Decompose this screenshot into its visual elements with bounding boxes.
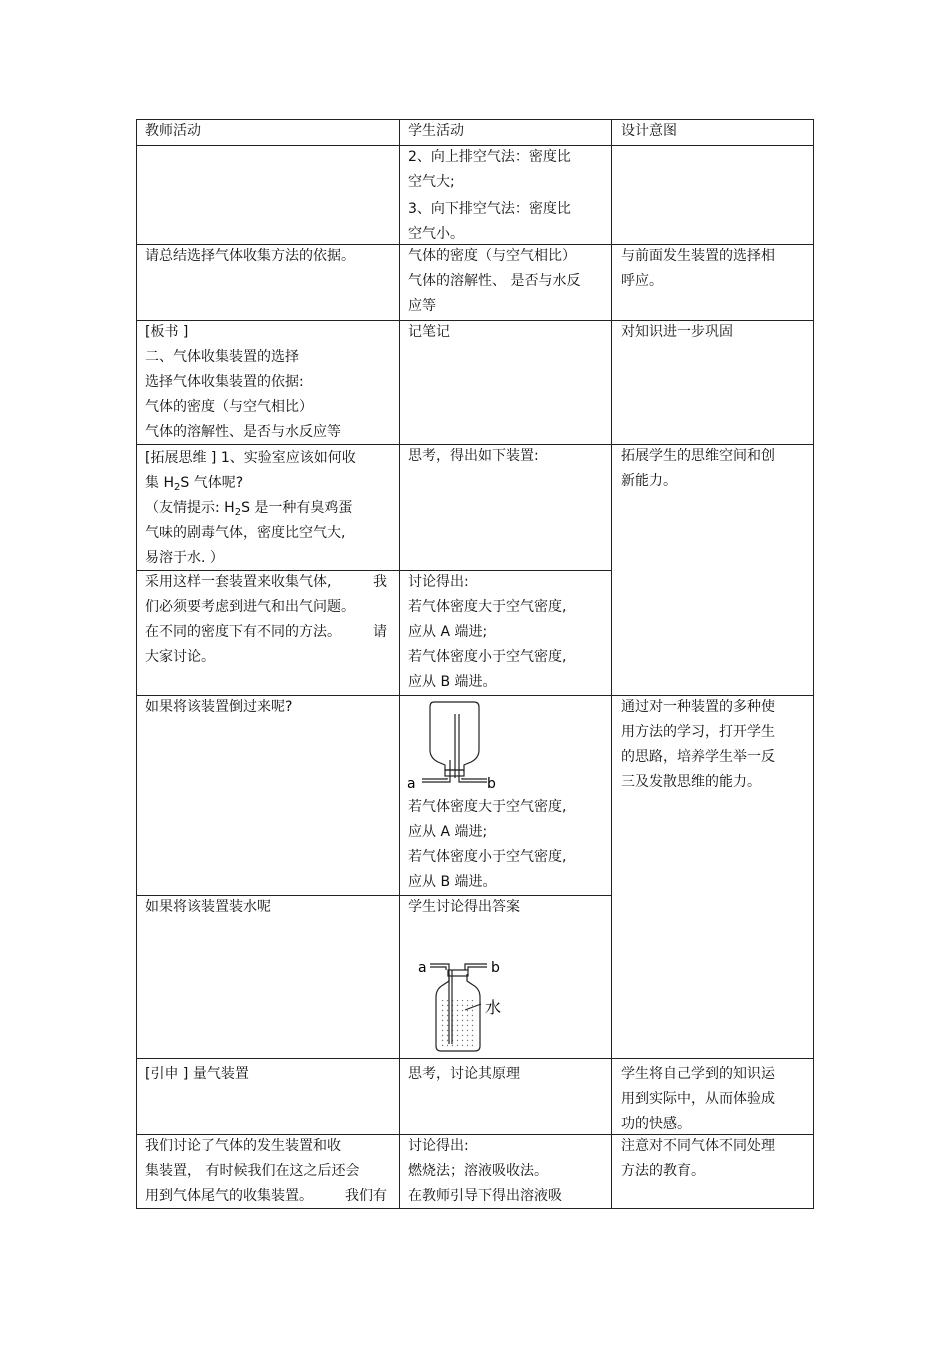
- text-span: 我们有: [345, 1188, 387, 1204]
- text-line: 大家讨论。: [145, 649, 215, 665]
- text-line: 用方法的学习，打开学生: [621, 724, 775, 740]
- text-line: 拓展学生的思维空间和创: [621, 448, 775, 464]
- text-line: 若气体密度大于空气密度,: [408, 599, 567, 615]
- text-line: [145, 496, 356, 521]
- r6-design-cell: [621, 695, 775, 795]
- r1-student-cell: [408, 145, 571, 247]
- text-line: 通过对一种装置的多种使: [621, 699, 775, 715]
- r9-student-cell: [408, 1134, 562, 1209]
- text-span: （友情提示: H: [145, 500, 235, 516]
- text-line: 应从 A 端进;: [408, 824, 488, 840]
- text-line: 气体的密度（与空气相比）: [408, 248, 576, 264]
- r7-student-cell: 学生讨论得出答案: [408, 899, 520, 915]
- text-line: 集装置， 有时候我们在这之后还会: [145, 1163, 360, 1179]
- header-teacher-activity: 教师活动: [145, 123, 201, 139]
- r3-design-cell: 对知识进一步巩固: [621, 324, 733, 340]
- stopper: [448, 970, 468, 976]
- text-line: 在教师引导下得出溶液吸: [408, 1188, 562, 1204]
- r2-design-cell: [621, 244, 775, 294]
- text-line: 空气大;: [408, 174, 455, 190]
- text-line: 应从 B 端进。: [408, 874, 497, 890]
- text-line: 讨论得出:: [408, 1138, 469, 1154]
- r3-teacher-cell: [145, 320, 341, 445]
- text-line: 易溶于水. ）: [145, 550, 224, 566]
- text-line: [拓展思维 ] 1、实验室应该如何收: [145, 450, 356, 466]
- text-line: 新能力。: [621, 473, 677, 489]
- text-line: 呼应。: [621, 273, 663, 289]
- column-line: [611, 119, 612, 1209]
- text-line: 们必须要考虑到进气和出气问题。: [145, 599, 355, 615]
- text-span: 采用这样一套装置来收集气体,: [145, 574, 332, 590]
- text-line: 气味的剧毒气体，密度比空气大,: [145, 525, 346, 541]
- text-line: 2、向上排空气法：密度比: [408, 149, 571, 165]
- text-line: 方法的教育。: [621, 1163, 705, 1179]
- r9-teacher-cell: [145, 1134, 387, 1209]
- tube-right: [462, 778, 487, 779]
- row-line: [136, 119, 814, 120]
- text-span: S 是一种有臭鸡蛋: [241, 500, 353, 516]
- text-span: 请: [373, 624, 387, 640]
- text-line: 讨论得出:: [408, 574, 469, 590]
- r3-student-cell: 记笔记: [408, 324, 450, 340]
- r6-teacher-cell: 如果将该装置倒过来呢?: [145, 699, 293, 715]
- text-line: 二、气体收集装置的选择: [145, 349, 299, 365]
- text-line: 应等: [408, 298, 436, 314]
- r8-design-cell: [621, 1062, 775, 1137]
- r7-teacher-cell: 如果将该装置装水呢: [145, 899, 271, 915]
- text-line: 功的快感。: [621, 1116, 691, 1132]
- text-line: [145, 1184, 387, 1209]
- r5-teacher-cell: [145, 570, 387, 670]
- text-span: 我: [373, 574, 387, 590]
- label-water: 水: [485, 998, 502, 1017]
- text-line: 注意对不同气体不同处理: [621, 1138, 775, 1154]
- subscript: 2: [234, 507, 242, 518]
- column-line: [136, 119, 137, 1209]
- r4-teacher-cell: [145, 446, 356, 571]
- inverted-bottle-figure: [402, 698, 507, 796]
- r4-student-cell: 思考，得出如下装置:: [408, 448, 539, 464]
- text-line: 的思路，培养学生举一反: [621, 749, 775, 765]
- r6-student-cell: [408, 795, 566, 895]
- text-line: 选择气体收集装置的依据:: [145, 374, 304, 390]
- tube-b: [468, 967, 487, 970]
- text-line: 若气体密度小于空气密度,: [408, 649, 567, 665]
- tube-left: [422, 778, 447, 779]
- text-line: 三及发散思维的能力。: [621, 774, 761, 790]
- r5-student-cell: [408, 570, 566, 695]
- text-line: [145, 620, 387, 645]
- column-line: [399, 119, 400, 1209]
- subscript: 2: [173, 482, 181, 493]
- text-line: 3、向下排空气法：密度比: [408, 201, 571, 217]
- r8-teacher-cell: [引申 ] 量气装置: [145, 1066, 249, 1082]
- label-a: a: [418, 960, 427, 976]
- r2-student-cell: [408, 244, 580, 319]
- text-line: [145, 570, 387, 595]
- text-line: [145, 471, 356, 496]
- r4-design-cell: [621, 444, 775, 494]
- text-line: 气体的密度（与空气相比）: [145, 399, 313, 415]
- label-b: b: [491, 960, 500, 976]
- label-a: a: [407, 776, 416, 792]
- text-line: 若气体密度小于空气密度,: [408, 849, 567, 865]
- label-b: b: [487, 776, 496, 792]
- text-line: 学生将自己学到的知识运: [621, 1066, 775, 1082]
- water-bottle-figure: [405, 948, 515, 1060]
- text-line: 空气小。: [408, 226, 464, 242]
- text-line: 燃烧法；溶液吸收法。: [408, 1163, 548, 1179]
- column-line: [813, 119, 814, 1209]
- text-line: 应从 A 端进;: [408, 624, 488, 640]
- header-student-activity: 学生活动: [408, 123, 464, 139]
- text-line: 我们讨论了气体的发生装置和收: [145, 1138, 341, 1154]
- text-line: 与前面发生装置的选择相: [621, 248, 775, 264]
- tube-a: [430, 967, 446, 970]
- text-line: 若气体密度大于空气密度,: [408, 799, 567, 815]
- text-span: S 气体呢?: [180, 475, 244, 491]
- text-line: 应从 B 端进。: [408, 674, 497, 690]
- text-span: 在不同的密度下有不同的方法。: [145, 624, 341, 640]
- text-line: [板书 ]: [145, 324, 189, 340]
- r8-student-cell: 思考，讨论其原理: [408, 1066, 520, 1082]
- r2-teacher-cell: 请总结选择气体收集方法的依据。: [145, 248, 355, 264]
- r9-design-cell: [621, 1134, 775, 1184]
- text-line: 用到实际中，从而体验成: [621, 1091, 775, 1107]
- header-design-intent: 设计意图: [621, 123, 677, 139]
- text-span: 用到气体尾气的收集装置。: [145, 1188, 313, 1204]
- text-span: 集 H: [145, 475, 174, 491]
- text-line: 气体的溶解性、是否与水反应等: [145, 424, 341, 440]
- text-line: 气体的溶解性、 是否与水反: [408, 273, 581, 289]
